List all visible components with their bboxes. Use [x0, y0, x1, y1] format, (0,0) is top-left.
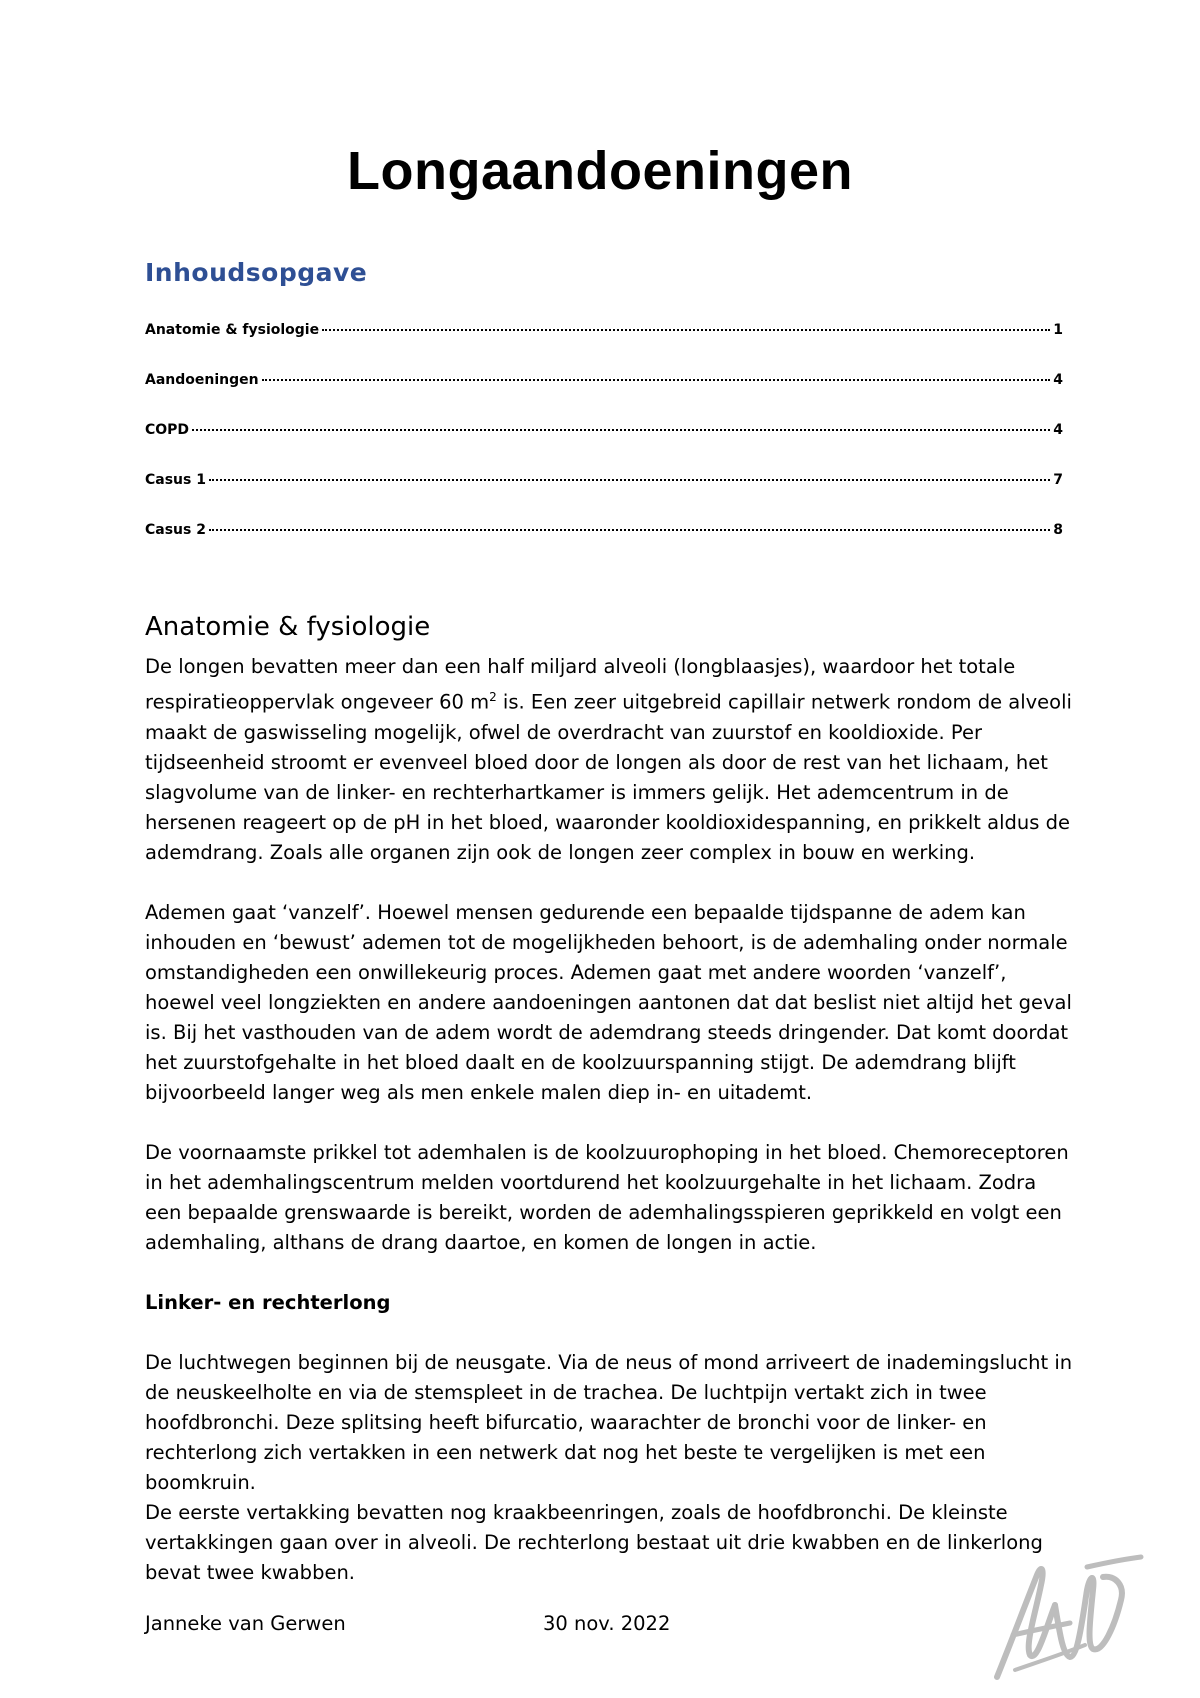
document-title: Longaandoeningen [347, 141, 853, 201]
signature-icon [975, 1545, 1145, 1685]
toc-dot-leader [322, 329, 1050, 331]
toc-dot-leader [209, 479, 1050, 481]
toc-dot-leader [209, 529, 1050, 531]
toc-entry-casus-1[interactable] [145, 472, 1063, 522]
toc-entry-label: Anatomie & fysiologie [145, 322, 320, 338]
subheading-linker-rechterlong: Linker- en rechterlong [145, 1290, 391, 1314]
paragraph-2: Ademen gaat ‘vanzelf’. Hoewel mensen gedurende een bepaalde tijdspanne de adem kan inhouden en ‘bewust’ ademen tot de mogelijkheden behoort, is de ademhaling onder normale omstandigheden een onwillekeurig proces. Ademen gaat met andere woorden ‘vanzelf’, hoewel veel longziekten en andere aandoeningen aantonen dat dat beslist niet altijd het geval is. Bij het vasthouden van de adem wordt de ademdrang steeds dringender. Dat komt doordat het zuurstofgehalte in het bloed daalt en de koolzuurspanning stijgt. De ademdrang blijft bijvoorbeeld langer weg als men enkele malen diep in- en uitademt. [145, 900, 1072, 1104]
paragraph-1-part-2: is. Een zeer uitgebreid capillair netwerk rondom de alveoli maakt de gaswisseling mogelijk, ofwel de overdracht van zuurstof en kooldioxide. Per tijdseenheid stroomt er evenveel bloed door de longen als door de rest van het lichaam, het slagvolume van de linker- en rechterhartkamer is immers gelijk. Het ademcentrum in de hersenen reageert op de pH in het bloed, waaronder kooldioxidespanning, en prikkelt aldus de ademdrang. Zoals alle organen zijn ook de longen zeer complex in bouw en werking. [145, 690, 1072, 864]
paragraph-1 [145, 652, 1075, 868]
toc-entry-label: Casus 1 [145, 472, 206, 488]
toc-dot-leader [262, 379, 1051, 381]
paragraph-4: De luchtwegen beginnen bij de neusgate. Via de neus of mond arriveert de inademingslucht in de neuskeelholte en via de stemspleet in de trachea. De luchtpijn vertakt zich in twee hoofdbronchi. Deze splitsing heeft bifurcatio, waarachter de bronchi voor de linker- en rechterlong zich vertakken in een netwerk dat nog het beste te vergelijken is met een boomkruin. [145, 1350, 1073, 1494]
superscript-2: 2 [489, 690, 497, 704]
toc-dot-leader [192, 429, 1050, 431]
toc-entry-aandoeningen[interactable] [145, 372, 1063, 422]
toc-heading: Inhoudsopgave [145, 258, 368, 287]
paragraph-1-part-1: De longen bevatten meer dan een half miljard alveoli (longblaasjes), waardoor het totale respiratieoppervlak ongeveer 60 m [145, 655, 1016, 714]
section-heading: Anatomie & fysiologie [145, 612, 431, 642]
footer-author: Janneke van Gerwen [145, 1612, 346, 1635]
footer-date: 30 nov. 2022 [543, 1612, 671, 1635]
toc-entry-page: 4 [1053, 372, 1063, 388]
toc-entry-page: 4 [1053, 422, 1063, 438]
toc-entry-anatomie[interactable] [145, 322, 1063, 372]
toc-entry-casus-2[interactable] [145, 522, 1063, 572]
toc-entry-page: 8 [1053, 522, 1063, 538]
paragraph-5: De eerste vertakking bevatten nog kraakbeenringen, zoals de hoofdbronchi. De kleinste vertakkingen gaan over in alveoli. De rechterlong bestaat uit drie kwabben en de linkerlong bevat twee kwabben. [145, 1500, 1043, 1584]
paragraph-3: De voornaamste prikkel tot ademhalen is de koolzuurophoping in het bloed. Chemoreceptoren in het ademhalingscentrum melden voortdurend het koolzuurgehalte in het lichaam. Zodra een bepaalde grenswaarde is bereikt, worden de ademhalingsspieren geprikkeld en volgt een ademhaling, althans de drang daartoe, en komen de longen in actie. [145, 1140, 1069, 1254]
toc-entry-label: COPD [145, 422, 190, 438]
toc-entry-label: Casus 2 [145, 522, 206, 538]
table-of-contents [145, 322, 1063, 572]
toc-entry-page: 7 [1053, 472, 1063, 488]
toc-entry-page: 1 [1053, 322, 1063, 338]
toc-entry-copd[interactable] [145, 422, 1063, 472]
section-body [145, 652, 1075, 1588]
toc-entry-label: Aandoeningen [145, 372, 259, 388]
